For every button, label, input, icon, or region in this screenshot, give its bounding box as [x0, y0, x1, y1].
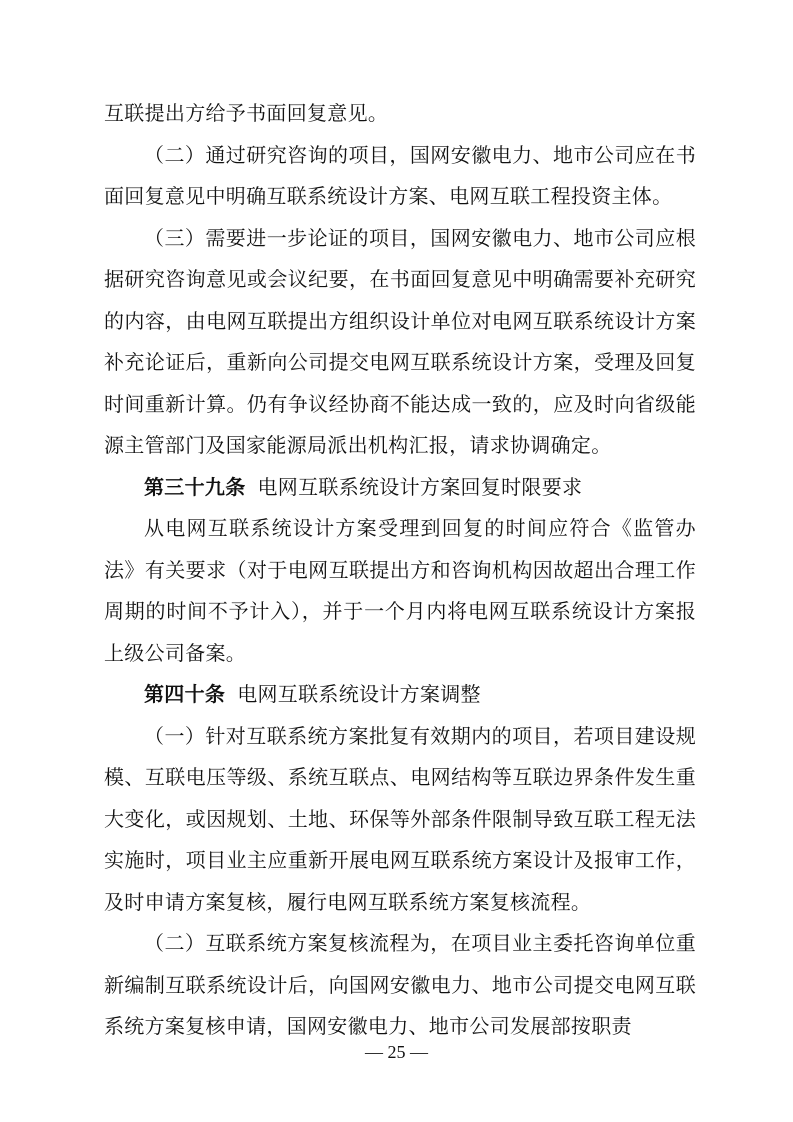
paragraph: （二）互联系统方案复核流程为，在项目业主委托咨询单位重新编制互联系统设计后，向国网安徽电力、地市公司提交电网互联系统方案复核申请，国网安徽电力、地市公司发展部按职责: [104, 931, 696, 1038]
paragraph: （三）需要进一步论证的项目，国网安徽电力、地市公司应根据研究咨询意见或会议纪要，在书面回复意见中明确需要补充研究的内容，由电网互联提出方组织设计单位对电网互联系统设计方案补充论证后，重新向公司提交电网互联系统设计方案，受理及回复时间重新计算。仍有争议经协商不能达成一致的，应及时向省级能源主管部门及国家能源局派出机构汇报，请求协调确定。: [104, 225, 696, 457]
paragraph: 互联提出方给予书面回复意见。: [104, 101, 389, 125]
article-title: 电网互联系统设计方案调整: [237, 682, 481, 706]
page-number: — 25 —: [365, 1042, 428, 1062]
article-number: 第四十条: [144, 682, 226, 706]
article-heading: [104, 674, 696, 716]
paragraph: （一）针对互联系统方案批复有效期内的项目，若项目建设规模、互联电压等级、系统互联点、电网结构等互联边界条件发生重大变化，或因规划、土地、环保等外部条件限制导致互联工程无法实施时，项目业主应重新开展电网互联系统方案设计及报审工作，及时申请方案复核，履行电网互联系统方案复核流程。: [104, 723, 696, 914]
article-number: 第三十九条: [144, 474, 246, 499]
paragraph: 从电网互联系统设计方案受理到回复的时间应符合《监管办法》有关要求（对于电网互联提出方和咨询机构因故超出合理工作周期的时间不予计入），并于一个月内将电网互联系统设计方案报上级公司备案。: [104, 516, 696, 665]
article-heading: [104, 467, 696, 509]
paragraph: （二）通过研究咨询的项目，国网安徽电力、地市公司应在书面回复意见中明确互联系统设计方案、电网互联工程投资主体。: [104, 142, 696, 208]
article-title: 电网互联系统设计方案回复时限要求: [257, 474, 583, 499]
page-body: [104, 93, 696, 1048]
